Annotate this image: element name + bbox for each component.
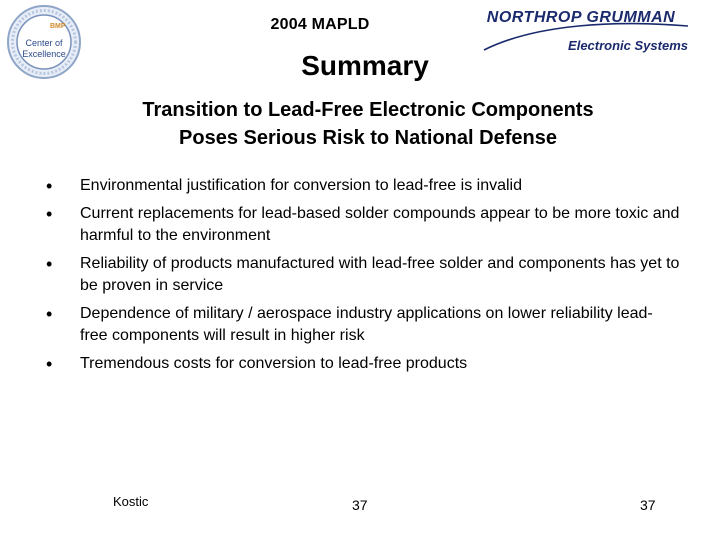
bullet-item bbox=[40, 251, 680, 297]
svg-text:NORTHROP GRUMMAN: NORTHROP GRUMMAN bbox=[486, 9, 676, 26]
subtitle-line-1: Transition to Lead-Free Electronic Components bbox=[142, 99, 594, 121]
svg-text:Excellence: Excellence bbox=[22, 49, 66, 59]
svg-text:BMP: BMP bbox=[50, 23, 66, 30]
bullet-text: Current replacements for lead-based solder compounds appear to be more toxic and harmful to the environment bbox=[80, 205, 680, 244]
bullet-item bbox=[40, 201, 680, 247]
bullet-item bbox=[40, 351, 680, 375]
footer-page-number-center: 37 bbox=[352, 497, 368, 513]
bullet-text: Tremendous costs for conversion to lead-free products bbox=[80, 355, 468, 372]
slide-subtitle bbox=[40, 96, 696, 152]
svg-text:Electronic Systems: Electronic Systems bbox=[568, 38, 688, 53]
bullet-text: Dependence of military / aerospace industry applications on lower reliability lead-free components will result in higher risk bbox=[80, 305, 653, 344]
bullet-marker: • bbox=[46, 254, 53, 274]
footer-page-number-right: 37 bbox=[640, 497, 656, 513]
svg-text:Center of: Center of bbox=[25, 38, 63, 48]
conference-title: 2004 MAPLD bbox=[270, 16, 370, 33]
bullet-text: Reliability of products manufactured with lead-free solder and components has yet to be proven in service bbox=[80, 255, 680, 294]
bullet-marker: • bbox=[46, 204, 53, 224]
bullet-item bbox=[40, 301, 680, 347]
bullet-marker: • bbox=[46, 304, 53, 324]
slide-title: Summary bbox=[301, 50, 429, 81]
subtitle-line-2: Poses Serious Risk to National Defense bbox=[179, 127, 557, 149]
bullet-item bbox=[40, 173, 680, 197]
bullet-marker: • bbox=[46, 354, 53, 374]
bullet-list bbox=[40, 173, 680, 379]
bullet-text: Environmental justification for conversion to lead-free is invalid bbox=[80, 177, 522, 194]
bullet-marker: • bbox=[46, 176, 53, 196]
footer-author: Kostic bbox=[113, 494, 149, 509]
northrop-grumman-logo bbox=[466, 6, 696, 58]
